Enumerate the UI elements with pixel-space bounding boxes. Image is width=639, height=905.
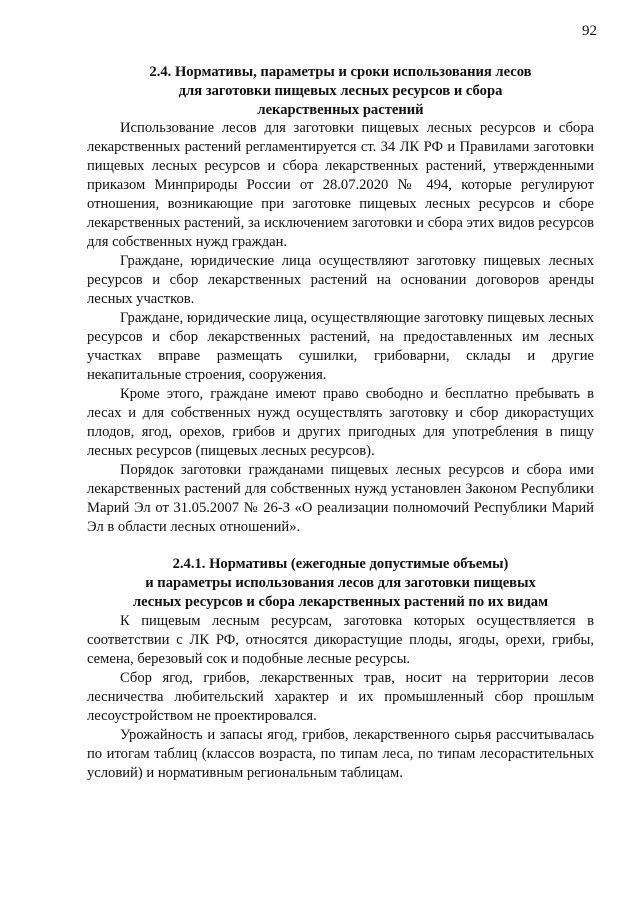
section-title-line: и параметры использования лесов для заготовки пищевых: [145, 575, 536, 592]
paragraph: Порядок заготовки гражданами пищевых лесных ресурсов и сбора ими лекарственных растений для собственных нужд установлен Законом Республики Марий Эл от 31.05.2007 № 26-З «О реализации полномочий Республики Марий Эл в области лесных отношений».: [87, 462, 594, 536]
section-title-2-4: [87, 63, 594, 119]
section-title-line: 2.4.1. Нормативы (ежегодные допустимые объемы): [172, 556, 509, 573]
section-spacer: [87, 537, 594, 555]
paragraph: Использование лесов для заготовки пищевых лесных ресурсов и сбора лекарственных растений регламентируется ст. 34 ЛК РФ и Правилами заготовки пищевых лесных ресурсов и сбора лекарственных растений, утвержденными приказом Минприроды России от 28.07.2020 № 494, которые регулируют отношения, возникающие при заготовке пищевых лесных ресурсов и сборе лекарственных растений, за исключением заготовки и сбора этих видов ресурсов для собственных нужд граждан.: [87, 120, 594, 251]
paragraph: Сбор ягод, грибов, лекарственных трав, носит на территории лесов лесничества любительский характер и их промышленный сбор прошлым лесоустройством не проектировался.: [87, 669, 594, 724]
section-title-line: для заготовки пищевых лесных ресурсов и сбора: [178, 82, 503, 99]
page-number: 92: [582, 23, 597, 39]
section-title-2-4-1: [87, 555, 594, 611]
section-title-line: 2.4. Нормативы, параметры и сроки использования лесов: [149, 64, 532, 80]
paragraph: Граждане, юридические лица, осуществляющие заготовку пищевых лесных ресурсов и сбор лекарственных растений, на предоставленных им лесных участках вправе размещать сушилки, грибоварни, склады и другие некапитальные строения, сооружения.: [87, 310, 594, 384]
paragraph: Урожайность и запасы ягод, грибов, лекарственного сырья рассчитывалась по итогам таблиц (классов возраста, по типам леса, по типам лесорастительных условий) и нормативным региональным таблицам.: [87, 726, 594, 781]
page-content: [87, 63, 594, 783]
paragraph: Кроме этого, граждане имеют право свободно и бесплатно пребывать в лесах и для собственных нужд осуществлять заготовку и сбор дикорастущих плодов, ягод, орехов, грибов и других пригодных для употребления в пищу лесных ресурсов (пищевых лесных ресурсов).: [87, 386, 594, 460]
section-title-line: лесных ресурсов и сбора лекарственных растений по их видам: [132, 593, 549, 610]
paragraph: К пищевым лесным ресурсам, заготовка которых осуществляется в соответствии с ЛК РФ, относятся дикорастущие плоды, ягоды, орехи, грибы, семена, березовый сок и подобные лесные ресурсы.: [87, 612, 594, 667]
section-title-line: лекарственных растений: [257, 101, 424, 118]
paragraph: Граждане, юридические лица осуществляют заготовку пищевых лесных ресурсов и сбор лекарственных растений на основании договоров аренды лесных участков.: [87, 253, 594, 308]
